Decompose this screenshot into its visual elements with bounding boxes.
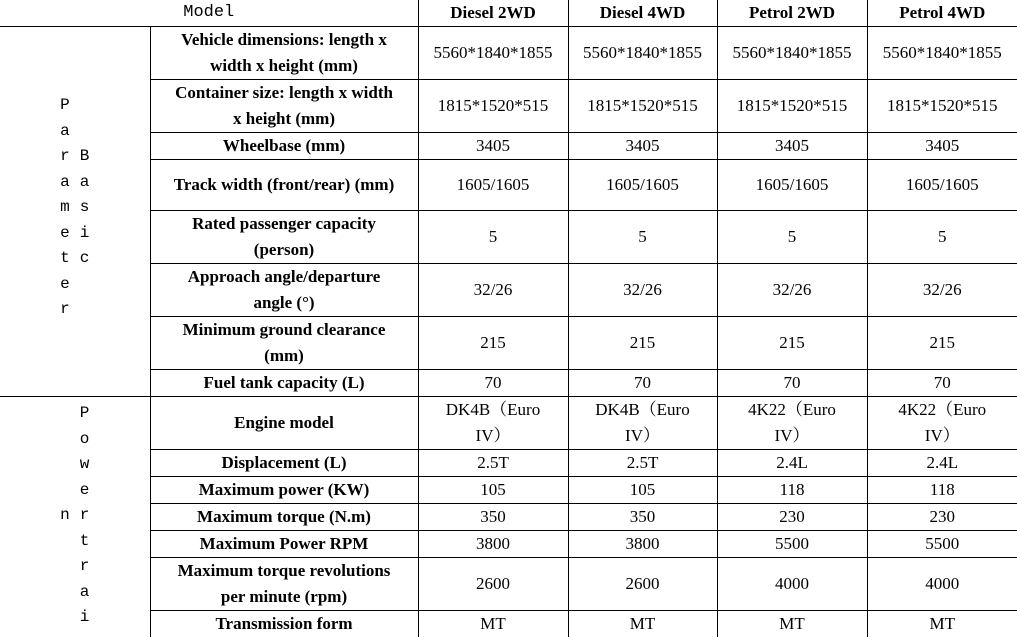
cell-value: 1815*1520*515 xyxy=(717,80,867,133)
param-label: Wheelbase (mm) xyxy=(150,133,418,160)
vertical-text-parameter: P a r a m e t e r xyxy=(60,93,70,323)
cell-value: MT xyxy=(867,611,1017,637)
cell-value: 32/26 xyxy=(568,264,717,317)
table-row xyxy=(0,477,1017,504)
cell-value: 32/26 xyxy=(717,264,867,317)
param-label: Maximum Power RPM xyxy=(150,531,418,558)
cell-value: 1815*1520*515 xyxy=(418,80,568,133)
cell-value: 105 xyxy=(418,477,568,504)
cell-value: 5560*1840*1855 xyxy=(568,27,717,80)
param-label: Minimum ground clearance (mm) xyxy=(150,317,418,370)
cell-value: 5500 xyxy=(717,531,867,558)
cell-value: DK4B（Euro IV） xyxy=(568,397,717,450)
cell-value: 4K22（Euro IV） xyxy=(867,397,1017,450)
table-row xyxy=(0,370,1017,397)
cell-value: MT xyxy=(418,611,568,637)
cell-value: 3405 xyxy=(867,133,1017,160)
vertical-text-powertrain-col2: P o w e r t r a i xyxy=(80,401,90,631)
cell-value: 1605/1605 xyxy=(418,160,568,211)
cell-value: 4K22（Euro IV） xyxy=(717,397,867,450)
table-row xyxy=(0,27,1017,80)
col-header-petrol-4wd: Petrol 4WD xyxy=(867,0,1017,27)
cell-value: 32/26 xyxy=(867,264,1017,317)
cell-value: 3405 xyxy=(418,133,568,160)
cell-value: 1815*1520*515 xyxy=(867,80,1017,133)
cell-value: 215 xyxy=(418,317,568,370)
param-label: Vehicle dimensions: length x width x height (mm) xyxy=(150,27,418,80)
cell-value: 1605/1605 xyxy=(867,160,1017,211)
cell-value: 2600 xyxy=(568,558,717,611)
vertical-label xyxy=(2,401,148,631)
table-row xyxy=(0,160,1017,211)
vertical-label xyxy=(2,93,148,323)
cell-value: 215 xyxy=(867,317,1017,370)
cell-value: 230 xyxy=(717,504,867,531)
cell-value: 4000 xyxy=(717,558,867,611)
cell-value: 32/26 xyxy=(418,264,568,317)
cell-value: 2.4L xyxy=(867,450,1017,477)
cell-value: 118 xyxy=(717,477,867,504)
param-label: Rated passenger capacity (person) xyxy=(150,211,418,264)
param-label: Maximum torque (N.m) xyxy=(150,504,418,531)
cell-value: 5560*1840*1855 xyxy=(867,27,1017,80)
cell-value: 3800 xyxy=(418,531,568,558)
param-label: Container size: length x width x height (mm) xyxy=(150,80,418,133)
cell-value: 3405 xyxy=(568,133,717,160)
model-label: Model xyxy=(0,0,418,27)
table-row xyxy=(0,558,1017,611)
param-label: Approach angle/departure angle (°) xyxy=(150,264,418,317)
table-row xyxy=(0,611,1017,637)
section-label-basic-parameter xyxy=(0,27,150,397)
cell-value: 4000 xyxy=(867,558,1017,611)
param-label: Engine model xyxy=(150,397,418,450)
cell-value: DK4B（Euro IV） xyxy=(418,397,568,450)
col-header-petrol-2wd: Petrol 2WD xyxy=(717,0,867,27)
cell-value: MT xyxy=(568,611,717,637)
param-label: Maximum power (KW) xyxy=(150,477,418,504)
cell-value: 350 xyxy=(568,504,717,531)
cell-value: 2600 xyxy=(418,558,568,611)
cell-value: 1605/1605 xyxy=(717,160,867,211)
table-row xyxy=(0,450,1017,477)
param-label: Track width (front/rear) (mm) xyxy=(150,160,418,211)
cell-value: 5 xyxy=(717,211,867,264)
cell-value: 1605/1605 xyxy=(568,160,717,211)
table-row xyxy=(0,80,1017,133)
cell-value: 215 xyxy=(568,317,717,370)
table-row xyxy=(0,397,1017,450)
vertical-text-basic: B a s i c xyxy=(80,144,90,272)
param-label: Fuel tank capacity (L) xyxy=(150,370,418,397)
param-label: Transmission form xyxy=(150,611,418,637)
cell-value: 5560*1840*1855 xyxy=(418,27,568,80)
cell-value: 350 xyxy=(418,504,568,531)
table-row xyxy=(0,211,1017,264)
param-label: Displacement (L) xyxy=(150,450,418,477)
table-row xyxy=(0,317,1017,370)
cell-value: 70 xyxy=(717,370,867,397)
param-label: Maximum torque revolutions per minute (rpm) xyxy=(150,558,418,611)
cell-value: 105 xyxy=(568,477,717,504)
cell-value: 1815*1520*515 xyxy=(568,80,717,133)
cell-value: 118 xyxy=(867,477,1017,504)
cell-value: 5 xyxy=(568,211,717,264)
cell-value: 5 xyxy=(418,211,568,264)
cell-value: 3405 xyxy=(717,133,867,160)
col-header-diesel-2wd: Diesel 2WD xyxy=(418,0,568,27)
cell-value: 5 xyxy=(867,211,1017,264)
vertical-text-powertrain-col1: n xyxy=(60,503,70,529)
cell-value: 5500 xyxy=(867,531,1017,558)
cell-value: 2.4L xyxy=(717,450,867,477)
col-header-diesel-4wd: Diesel 4WD xyxy=(568,0,717,27)
cell-value: 70 xyxy=(568,370,717,397)
cell-value: 5560*1840*1855 xyxy=(717,27,867,80)
table-row xyxy=(0,264,1017,317)
cell-value: 215 xyxy=(717,317,867,370)
cell-value: MT xyxy=(717,611,867,637)
header-row xyxy=(0,0,1017,27)
section-label-powertrain xyxy=(0,397,150,637)
table-row xyxy=(0,531,1017,558)
table-row xyxy=(0,504,1017,531)
cell-value: 2.5T xyxy=(418,450,568,477)
cell-value: 70 xyxy=(867,370,1017,397)
cell-value: 230 xyxy=(867,504,1017,531)
table-row xyxy=(0,133,1017,160)
cell-value: 3800 xyxy=(568,531,717,558)
cell-value: 70 xyxy=(418,370,568,397)
cell-value: 2.5T xyxy=(568,450,717,477)
